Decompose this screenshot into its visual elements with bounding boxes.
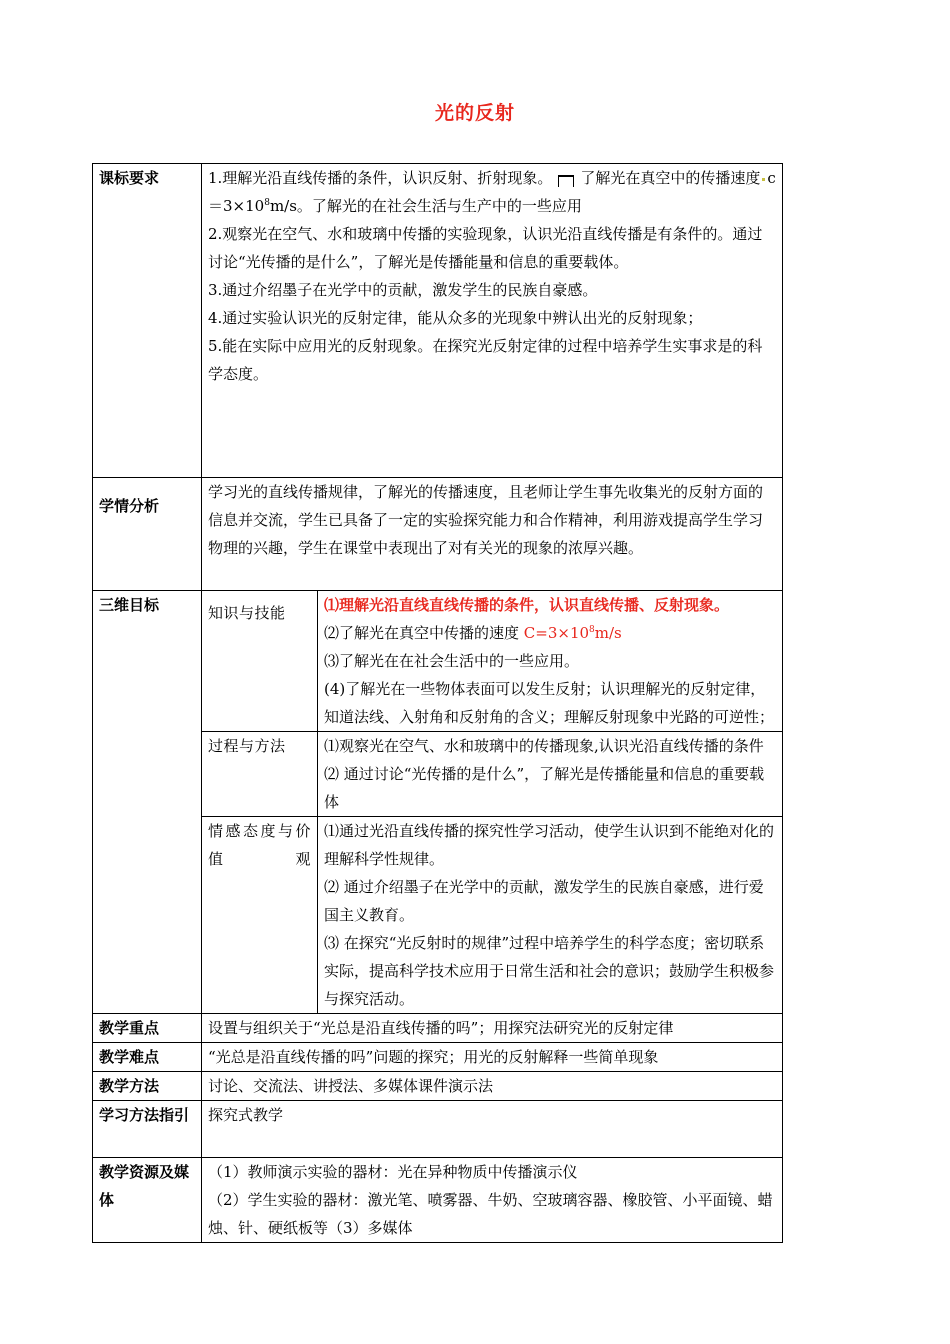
methods-content: 讨论、交流法、讲授法、多媒体课件演示法: [202, 1072, 783, 1101]
resources-row: [93, 1158, 783, 1243]
emotion-item-3: ⑶ 在探究“光反射时的规律”过程中培养学生的科学态度；密切联系实际，提高科学技术应用于日常生活和社会的意识；鼓励学生积极参与探究活动。: [324, 934, 775, 1008]
goals-label: 三维目标: [93, 591, 202, 1014]
lesson-plan-table: [92, 163, 783, 1243]
curriculum-label: 课标要求: [93, 164, 202, 478]
knowledge-item-4: (4)了解光在一些物体表面可以发生反射；认识理解光的反射定律，知道法线、入射角和反射角的含义；理解反射现象中光路的可逆性；: [324, 680, 775, 726]
emotion-label: 情感态度与价值观: [202, 817, 318, 1014]
key-points-label: 教学重点: [93, 1014, 202, 1043]
dot-icon: [762, 178, 765, 181]
page-title: 光的反射: [434, 102, 515, 124]
resources-item-1: （1）教师演示实验的器材：光在异种物质中传播演示仪: [208, 1163, 578, 1181]
curriculum-row: [93, 164, 783, 478]
difficulties-label: 教学难点: [93, 1043, 202, 1072]
key-points-content: 设置与组织关于“光总是沿直线传播的吗”；用探究法研究光的反射定律: [202, 1014, 783, 1043]
key-points-row: [93, 1014, 783, 1043]
knowledge-content: [318, 591, 783, 732]
emotion-item-2: ⑵ 通过介绍墨子在光学中的贡献，激发学生的民族自豪感，进行爱国主义教育。: [324, 878, 764, 924]
text-marker-icon: [558, 175, 574, 187]
process-item-1: ⑴观察光在空气、水和玻璃中的传播现象,认识光沿直线传播的条件: [324, 737, 764, 755]
analysis-label: 学情分析: [93, 478, 202, 591]
methods-label: 教学方法: [93, 1072, 202, 1101]
speed-value: C=3×10: [523, 624, 590, 642]
knowledge-label: 知识与技能: [202, 591, 318, 732]
emotion-content: [318, 817, 783, 1014]
process-content: [318, 732, 783, 817]
curriculum-item-3: 3.通过介绍墨子在光学中的贡献，激发学生的民族自豪感。: [208, 281, 598, 299]
curriculum-item-2: 2.观察光在空气、水和玻璃中传播的实验现象，认识光沿直线传播是有条件的。通过讨论“光传播的是什么”，了解光是传播能量和信息的重要载体。: [208, 225, 763, 271]
difficulties-row: [93, 1043, 783, 1072]
methods-row: [93, 1072, 783, 1101]
analysis-row: [93, 478, 783, 591]
knowledge-item-3: ⑶了解光在在社会生活中的一些应用。: [324, 652, 580, 670]
difficulties-content: “光总是沿直线传播的吗”问题的探究；用光的反射解释一些简单现象: [202, 1043, 783, 1072]
resources-content: [202, 1158, 783, 1243]
process-item-2: ⑵ 通过讨论“光传播的是什么”，了解光是传播能量和信息的重要载体: [324, 765, 765, 811]
resources-item-2: （2）学生实验的器材：激光笔、喷雾器、牛奶、空玻璃容器、橡胶管、小平面镜、蜡烛、针、硬纸板等（3）多媒体: [208, 1191, 773, 1237]
learning-row: [93, 1101, 783, 1158]
curriculum-item-1: 1.理解光沿直线传播的条件，认识反射、折射现象。 了解光在真空中的传播速度 $c=3\times 10^8m/s$。了解光的在社会生活与生产中的一些应用: [208, 169, 776, 215]
emotion-item-1: ⑴通过光沿直线传播的探究性学习活动，使学生认识到不能绝对化的理解科学性规律。: [324, 822, 775, 868]
curriculum-item-4: 4.通过实验认识光的反射定律，能从众多的光现象中辨认出光的反射现象；: [208, 309, 703, 327]
knowledge-item-1: ⑴理解光沿直线直线传播的条件，认识直线传播、反射现象。: [324, 596, 730, 614]
knowledge-item-2: ⑵了解光在真空中传播的速度 $C=3\times 10^8m/s$: [324, 624, 622, 642]
analysis-content: 学习光的直线传播规律，了解光的传播速度，且老师让学生事先收集光的反射方面的信息并交流，学生已具备了一定的实验探究能力和合作精神，利用游戏提高学生学习物理的兴趣，学生在课堂中表现出了对有关光的现象的浓厚兴趣。: [202, 478, 783, 591]
curriculum-item-5: 5.能在实际中应用光的反射现象。在探究光反射定律的过程中培养学生实事求是的科学态度。: [208, 337, 763, 383]
curriculum-content: [202, 164, 783, 478]
resources-label: 教学资源及媒体: [93, 1158, 202, 1243]
goals-knowledge-row: [93, 591, 783, 732]
learning-content: 探究式教学: [202, 1101, 783, 1158]
learning-label: 学习方法指引: [93, 1101, 202, 1158]
process-label: 过程与方法: [202, 732, 318, 817]
